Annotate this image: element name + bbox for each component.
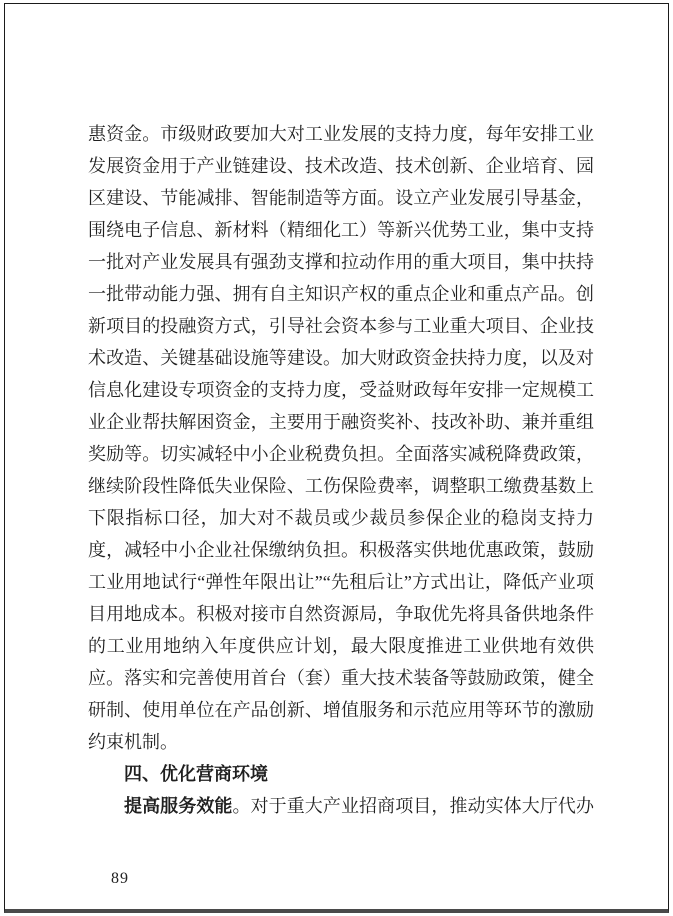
body-line: 约束机制。 <box>88 732 178 752</box>
lead-sentence-bold: 提高服务效能 <box>124 796 233 816</box>
body-line: 度，减轻中小企业社保缴纳负担。积极落实供地优惠政策，鼓励 <box>88 540 594 560</box>
body-line: 业企业帮扶解困资金，主要用于融资奖补、技改补助、兼并重组 <box>88 412 594 432</box>
body-line: 惠资金。市级财政要加大对工业发展的支持力度，每年安排工业 <box>88 124 594 144</box>
body-text <box>88 118 594 822</box>
body-line: 术改造、关键基础设施等建设。加大财政资金扶持力度，以及对 <box>88 348 594 368</box>
body-line: 发展资金用于产业链建设、技术改造、技术创新、企业培育、园 <box>88 156 594 176</box>
body-line: 信息化建设专项资金的支持力度，受益财政每年安排一定规模工 <box>88 380 594 400</box>
body-line: 继续阶段性降低失业保险、工伤保险费率，调整职工缴费基数上 <box>88 476 594 496</box>
body-line: 目用地成本。积极对接市自然资源局，争取优先将具备供地条件 <box>88 604 594 624</box>
body-line: 工业用地试行“弹性年限出让”“先租后让”方式出让，降低产业项 <box>88 572 594 592</box>
body-line: 下限指标口径，加大对不裁员或少裁员参保企业的稳岗支持力 <box>88 508 594 528</box>
body-line: 的工业用地纳入年度供应计划，最大限度推进工业供地有效供 <box>88 636 594 656</box>
body-line: 围绕电子信息、新材料（精细化工）等新兴优势工业，集中支持 <box>88 220 594 240</box>
body-line: 研制、使用单位在产品创新、增值服务和示范应用等环节的激励 <box>88 700 594 720</box>
body-line: 奖励等。切实减轻中小企业税费负担。全面落实减税降费政策， <box>88 444 594 464</box>
body-line: 一批带动能力强、拥有自主知识产权的重点企业和重点产品。创 <box>88 284 594 304</box>
lead-sentence-rest: 。对于重大产业招商项目，推动实体大厅代办 <box>232 796 594 816</box>
body-line: 应。落实和完善使用首台（套）重大技术装备等鼓励政策，健全 <box>88 668 594 688</box>
body-line: 一批对产业发展具有强劲支撑和拉动作用的重大项目，集中扶持 <box>88 252 594 272</box>
section-heading: 四、优化营商环境 <box>124 764 268 784</box>
page-number: 89 <box>111 870 129 887</box>
section-lead-line <box>88 790 594 822</box>
body-line: 区建设、节能减排、智能制造等方面。设立产业发展引导基金， <box>88 188 594 208</box>
body-line: 新项目的投融资方式，引导社会资本参与工业重大项目、企业技 <box>88 316 594 336</box>
